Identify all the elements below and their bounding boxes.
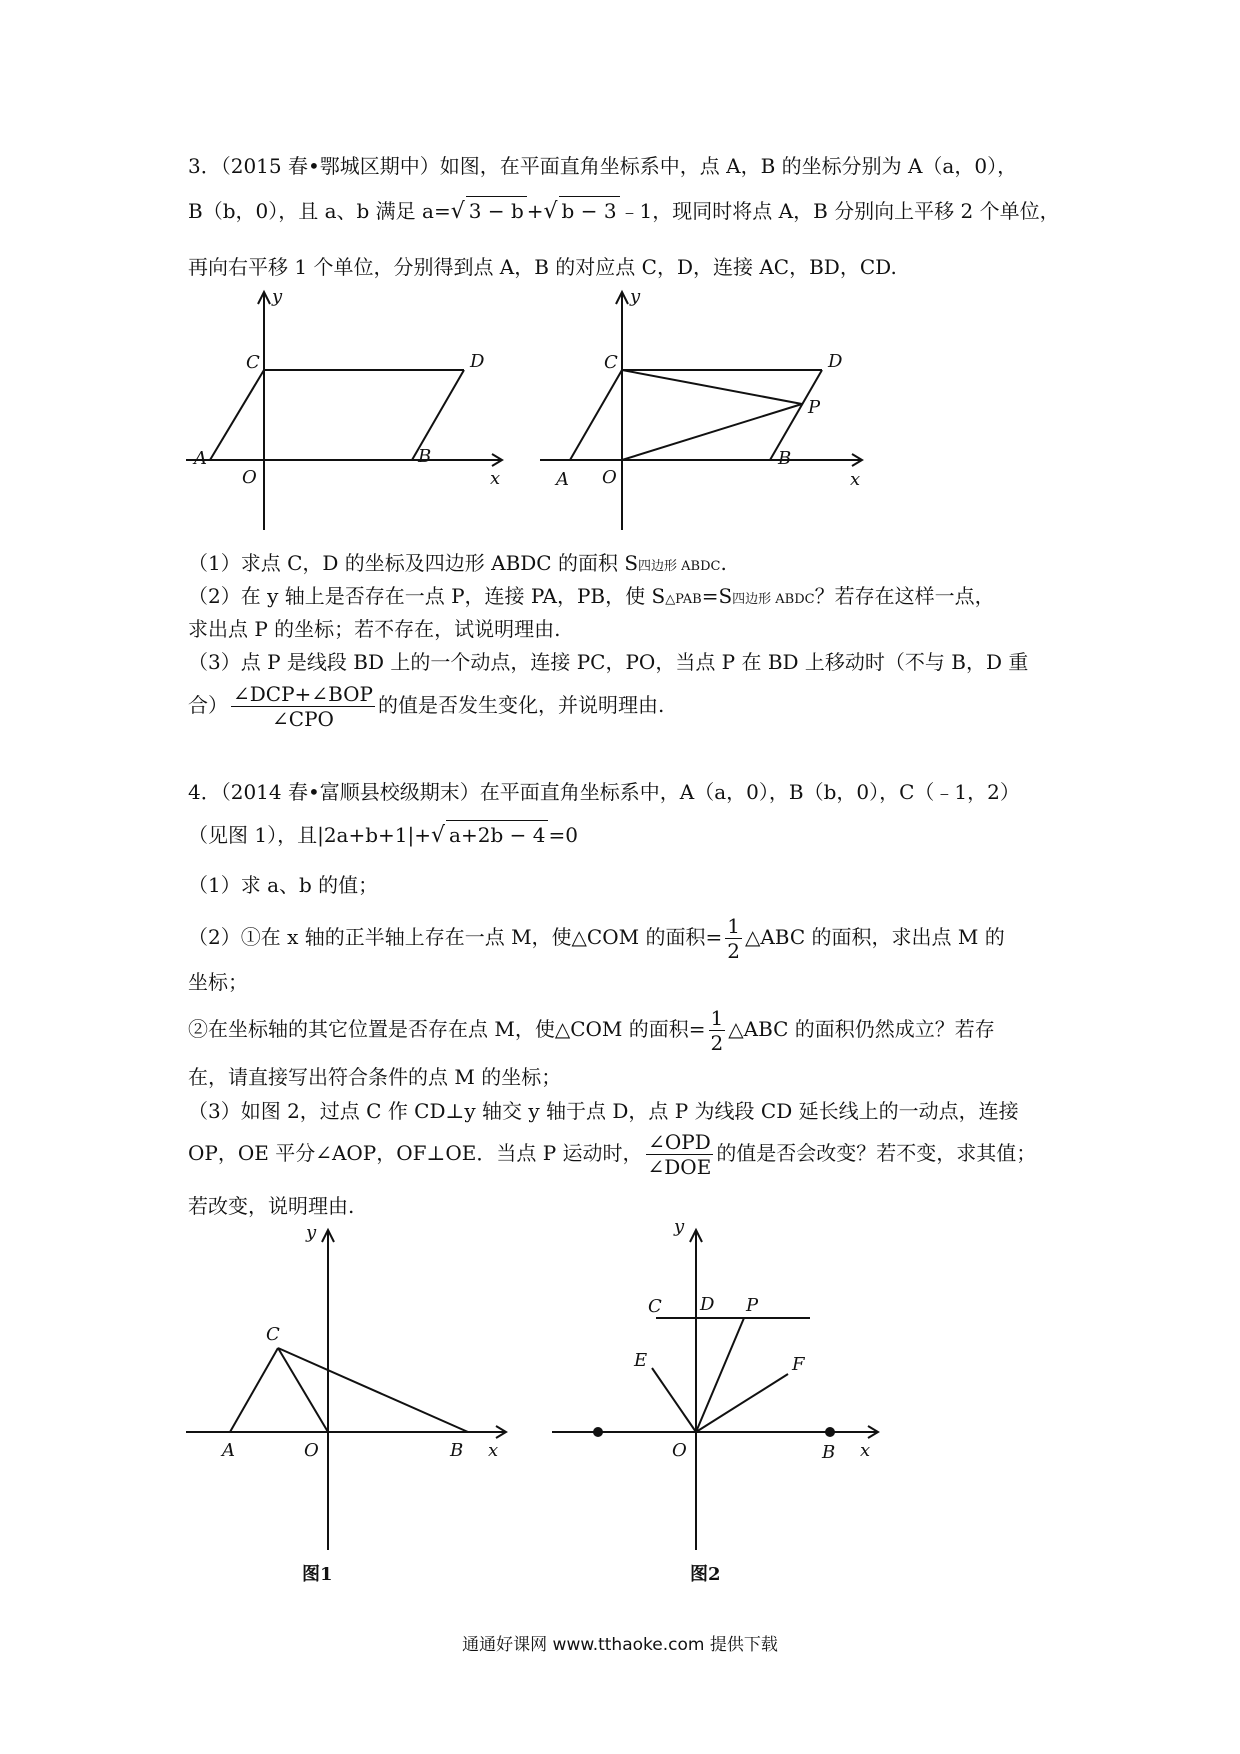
frac-den: 2 — [710, 1031, 724, 1055]
label-B: B — [418, 446, 432, 467]
q3-part3: （3）点 P 是线段 BD 上的一个动点，连接 PC，PO，当点 P 在 BD 上移动时（不与 B，D 重 — [188, 650, 1029, 674]
q4-figure-2 — [552, 1216, 892, 1560]
q4-part2-2-text: ②在坐标轴的其它位置是否存在点 M，使△COM 的面积= — [188, 1017, 706, 1041]
q3-frac-den: ∠CPO — [272, 707, 334, 731]
q3-part3-pre: 合） — [188, 693, 228, 717]
label-F: F — [792, 1354, 805, 1375]
q3-line3: 再向右平移 1 个单位，分别得到点 A，B 的对应点 C，D，连接 AC，BD，CD. — [188, 255, 897, 279]
q4-part3-pre: OP，OE 平分∠AOP，OF⊥OE．当点 P 运动时， — [188, 1141, 643, 1165]
label-C: C — [604, 352, 618, 373]
q4-part3-end: 若改变，说明理由. — [188, 1194, 355, 1218]
label-B: B — [778, 448, 792, 469]
q4-part3-post: 的值是否会改变？若不变，求其值； — [716, 1141, 1037, 1165]
q3-part2-cont: 求出点 P 的坐标；若不存在，试说明理由. — [188, 617, 561, 641]
label-A: A — [222, 1440, 235, 1461]
label-O: O — [602, 467, 617, 488]
q3-root2: b − 3 — [559, 196, 620, 225]
q4-part1: （1）求 a、b 的值； — [188, 873, 379, 897]
label-C: C — [246, 352, 260, 373]
q4-part3-cont — [188, 1128, 1036, 1179]
q3-part1-text: （1）求点 C，D 的坐标及四边形 ABDC 的面积 S — [188, 551, 639, 575]
label-A: A — [556, 469, 569, 490]
label-y: y — [674, 1216, 685, 1237]
label-A: A — [194, 448, 207, 469]
q3-part3-post: 的值是否发生变化，并说明理由. — [378, 693, 665, 717]
label-D: D — [470, 351, 485, 372]
q4-part2-2-cont: 在，请直接写出符合条件的点 M 的坐标； — [188, 1065, 562, 1089]
q3-part2-tail: ？若存在这样一点， — [814, 584, 995, 608]
q3-part2-text: （2）在 y 轴上是否存在一点 P，连接 PA，PB，使 S — [188, 584, 666, 608]
label-x: x — [860, 1440, 871, 1461]
q3-part2 — [188, 582, 995, 614]
q3-figure-left — [186, 282, 516, 532]
q4-frac-num: ∠OPD — [646, 1130, 714, 1155]
q4-part2 — [188, 912, 1005, 963]
label-B: B — [450, 1440, 464, 1461]
frac-den: 2 — [727, 939, 740, 963]
radical-sign: √ — [431, 823, 446, 848]
label-E: E — [634, 1350, 648, 1371]
q3-part1 — [188, 549, 727, 581]
label-x: x — [850, 469, 861, 490]
fig2-caption: 图2 — [690, 1564, 721, 1585]
q4-line2a: （见图 1），且|2a+b+1|+ — [188, 823, 432, 847]
label-O: O — [304, 1440, 319, 1461]
label-B: B — [822, 1442, 836, 1463]
q3-line2a: B（b，0），且 a、b 满足 a= — [188, 199, 451, 223]
label-P: P — [746, 1295, 759, 1316]
q3-line2b: ﹣1，现同时将点 A，B 分别向上平移 2 个单位， — [619, 199, 1060, 223]
radical-sign: √ — [450, 199, 465, 224]
label-D: D — [700, 1294, 715, 1315]
label-D: D — [828, 351, 843, 372]
q3-part2-sub1: △PAB — [665, 592, 702, 607]
q4-half-fraction — [725, 914, 742, 963]
q3-part3-cont — [188, 680, 664, 731]
q3-part2-sub2: 四边形 ABDC — [732, 592, 815, 607]
q3-fraction — [231, 682, 375, 731]
q4-half-fraction-2 — [709, 1006, 726, 1055]
q4-part2-2 — [188, 1004, 995, 1055]
q4-root: a+2b − 4 — [446, 820, 548, 849]
q3-line2 — [188, 196, 1060, 226]
label-y: y — [630, 286, 641, 307]
frac-num: 1 — [710, 1006, 724, 1030]
point-dot — [593, 1427, 603, 1437]
radical-sign: √ — [543, 199, 558, 224]
q4-part3: （3）如图 2，过点 C 作 CD⊥y 轴交 y 轴于点 D，点 P 为线段 CD 延长线上的一动点，连接 — [188, 1099, 1019, 1123]
q3-part1-sub: 四边形 ABDC — [638, 559, 721, 574]
point-dot — [825, 1427, 835, 1437]
label-y: y — [272, 286, 283, 307]
q4-frac-den: ∠DOE — [647, 1155, 712, 1179]
q4-part2-2-tail: △ABC 的面积仍然成立？若存 — [728, 1017, 995, 1041]
label-O: O — [242, 467, 257, 488]
q4-fraction — [646, 1130, 714, 1179]
q4-figure-1 — [186, 1220, 516, 1560]
frac-num: 1 — [727, 914, 740, 938]
fig1-caption: 图1 — [302, 1564, 333, 1585]
label-y: y — [306, 1222, 317, 1243]
q3-root1: 3 − b — [466, 196, 527, 225]
q3-line1: 3．（2015 春•鄂城区期中）如图，在平面直角坐标系中，点 A，B 的坐标分别为 A（a，0）， — [188, 154, 1018, 178]
label-C: C — [648, 1296, 662, 1317]
label-C: C — [266, 1324, 280, 1345]
q3-frac-num: ∠DCP+∠BOP — [233, 682, 373, 706]
q4-part2-text: （2）①在 x 轴的正半轴上存在一点 M，使△COM 的面积= — [188, 925, 723, 949]
q3-figure-right — [540, 282, 870, 532]
label-x: x — [488, 1440, 499, 1461]
q3-part2-eq: =S — [701, 584, 733, 608]
label-O: O — [672, 1440, 687, 1461]
q4-part2-tail: △ABC 的面积，求出点 M 的 — [744, 925, 1005, 949]
q4-line2 — [188, 820, 578, 850]
q4-line1: 4．（2014 春•富顺县校级期末）在平面直角坐标系中，A（a，0），B（b，0），C（﹣1，2） — [188, 780, 1020, 804]
label-x: x — [490, 468, 501, 489]
q3-part1-end: . — [720, 551, 727, 575]
label-P: P — [808, 397, 821, 418]
q4-part2-cont: 坐标； — [188, 970, 248, 994]
q4-line2b: =0 — [548, 823, 578, 847]
q3-plus: + — [526, 199, 544, 223]
page-footer: 通通好课网 www.tthaoke.com 提供下载 — [462, 1635, 778, 1655]
